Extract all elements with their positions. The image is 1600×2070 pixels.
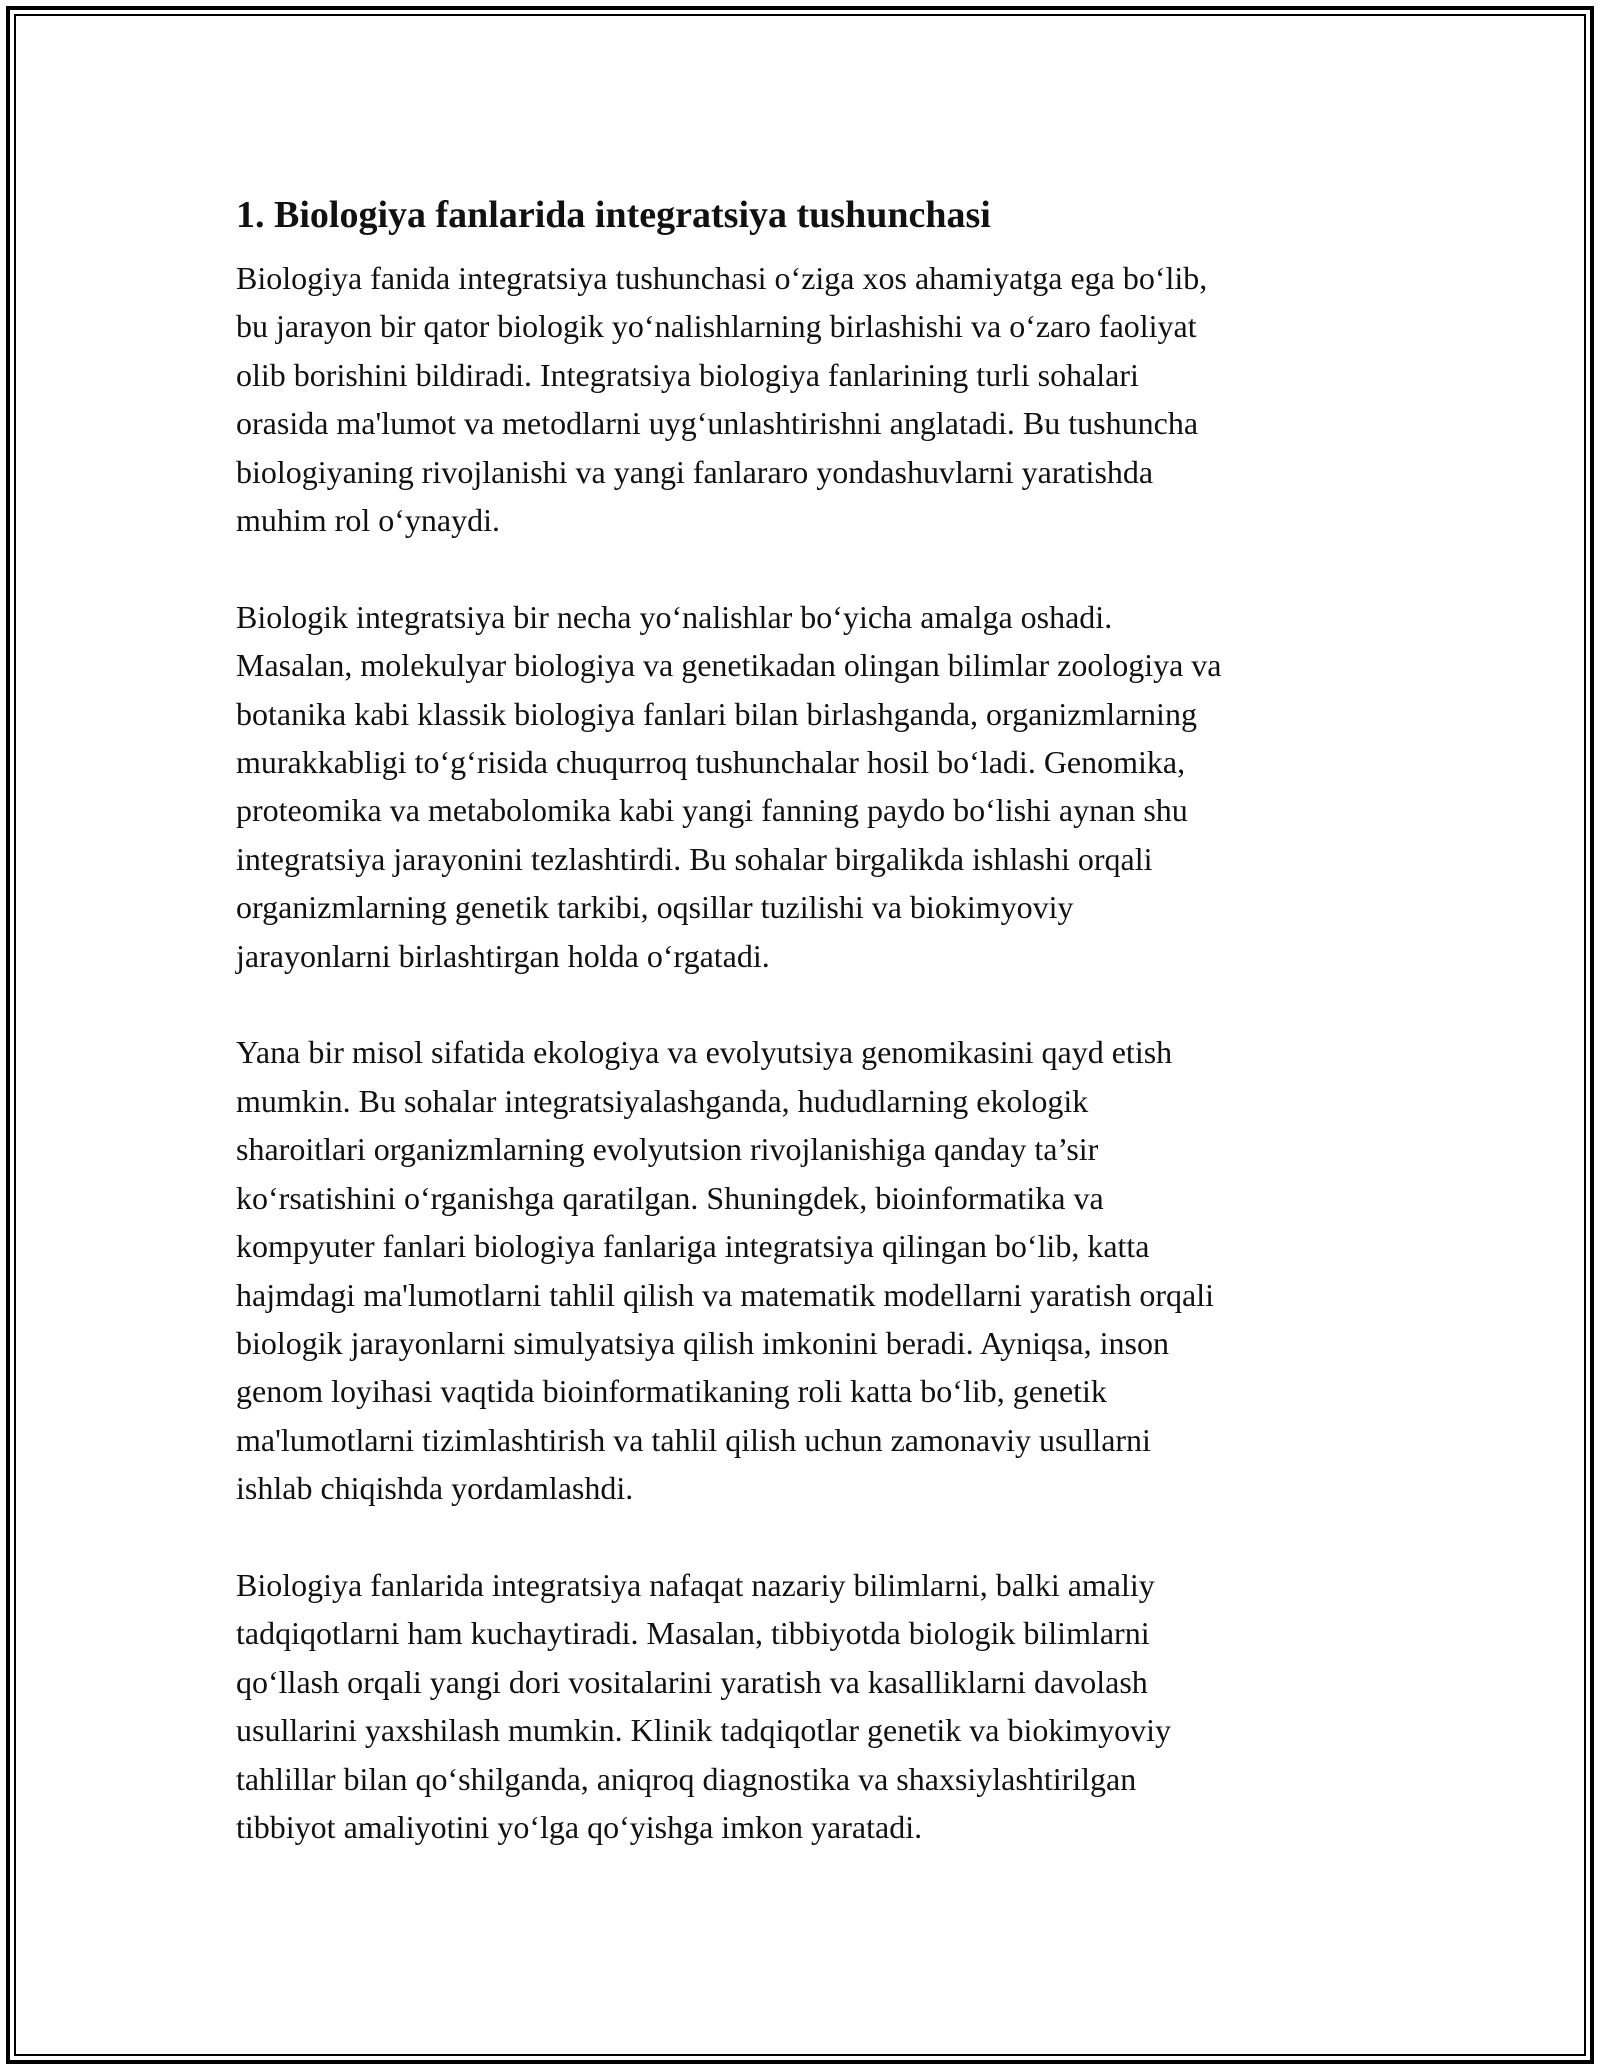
paragraph-3: Yana bir misol sifatida ekologiya va evolyutsiya genomikasini qayd etish mumkin. Bu sohalar integratsiyalashganda, hududlarning ekologik sharoitlari organizmlarning evolyutsion rivojlanishiga qanday ta’sir ko‘rsatishini o‘rganishga qaratilgan. Shuningdek, bioinformatika va kompyuter fanlari biologiya fanlariga integratsiya qilingan bo‘lib, katta hajmdagi ma'lumotlarni tahlil qilish va matematik modellarni yaratish orqali biologik jarayonlarni simulyatsiya qilish imkonini beradi. Ayniqsa, inson genom loyihasi vaqtida bioinformatikaning roli katta bo‘lib, genetik ma'lumotlarni tizimlashtirish va tahlil qilish uchun zamonaviy usullarni ishlab chiqishda yordamlashdi. xyxy=(236,1034,1214,1507)
section-heading: 1. Biologiya fanlarida integratsiya tushunchasi xyxy=(236,194,991,236)
paragraph-4: Biologiya fanlarida integratsiya nafaqat nazariy bilimlarni, balki amaliy tadqiqotlarni ham kuchaytiradi. Masalan, tibbiyotda biologik bilimlarni qo‘llash orqali yangi dori vositalarini yaratish va kasalliklarni davolash usullarini yaxshilash mumkin. Klinik tadqiqotlar genetik va biokimyoviy tahlillar bilan qo‘shilganda, aniqroq diagnostika va shaxsiylashtirilgan tibbiyot amaliyotini yo‘lga qo‘yishga imkon yaratadi. xyxy=(236,1566,1171,1845)
document-body xyxy=(236,188,1376,1900)
paragraph-2: Biologik integratsiya bir necha yo‘nalishlar bo‘yicha amalga oshadi. Masalan, molekulyar biologiya va genetikadan olingan bilimlar zoologiya va botanika kabi klassik biologiya fanlari bilan birlashganda, organizmlarning murakkabligi to‘g‘risida chuqurroq tushunchalar hosil bo‘ladi. Genomika, proteomika va metabolomika kabi yangi fanning paydo bo‘lishi aynan shu integratsiya jarayonini tezlashtirdi. Bu sohalar birgalikda ishlashi orqali organizmlarning genetik tarkibi, oqsillar tuzilishi va biokimyoviy jarayonlarni birlashtirgan holda o‘rgatadi. xyxy=(236,598,1222,974)
paragraph-1: Biologiya fanida integratsiya tushunchasi o‘ziga xos ahamiyatga ega bo‘lib, bu jarayon bir qator biologik yo‘nalishlarning birlashishi va o‘zaro faoliyat olib borishini bildiradi. Integratsiya biologiya fanlarining turli sohalari orasida ma'lumot va metodlarni uyg‘unlashtirishni anglatadi. Bu tushuncha biologiyaning rivojlanishi va yangi fanlararo yondashuvlarni yaratishda muhim rol o‘ynaydi. xyxy=(236,260,1208,539)
